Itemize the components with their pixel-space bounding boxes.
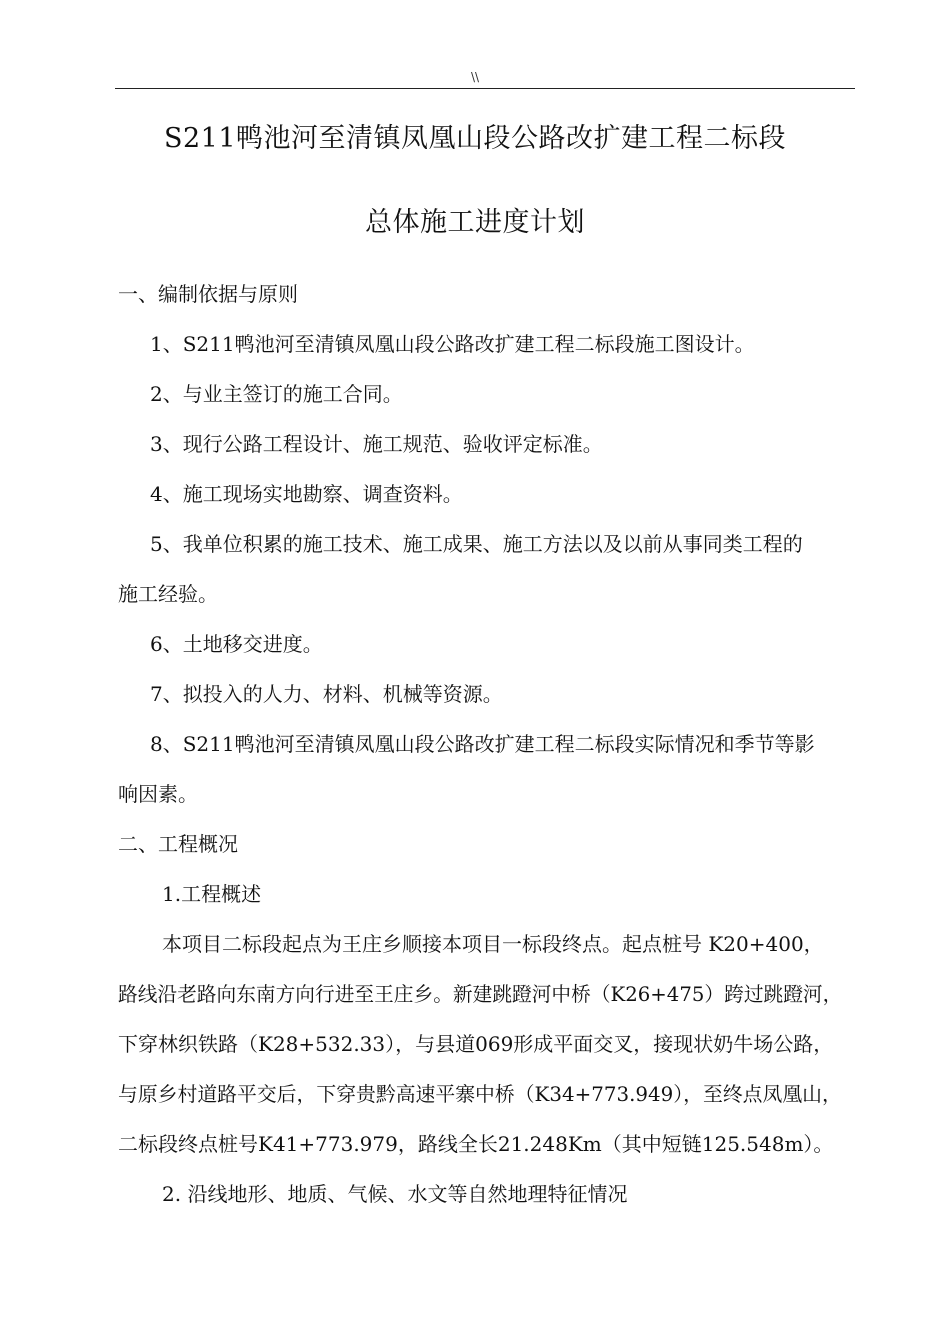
paragraph-line: 二标段终点桩号K41+773.979，路线全长21.248Km（其中短链125.548m）。 [118, 1132, 834, 1156]
subsection-heading: 2. 沿线地形、地质、气候、水文等自然地理特征情况 [162, 1182, 628, 1206]
list-item: 1、S211鸭池河至清镇凤凰山段公路改扩建工程二标段施工图设计。 [150, 332, 755, 356]
header-rule [115, 88, 855, 89]
list-item: 7、拟投入的人力、材料、机械等资源。 [150, 682, 503, 706]
section-heading-basis: 一、编制依据与原则 [118, 282, 298, 306]
list-item-continuation: 施工经验。 [118, 582, 218, 606]
subsection-heading: 1.工程概述 [162, 882, 262, 906]
section-heading-overview: 二、工程概况 [118, 832, 238, 856]
document-title: S211鸭池河至清镇凤凰山段公路改扩建工程二标段 [163, 123, 787, 154]
list-item: 4、施工现场实地勘察、调查资料。 [150, 482, 463, 506]
list-item-continuation: 响因素。 [118, 782, 198, 806]
paragraph-line: 本项目二标段起点为王庄乡顺接本项目一标段终点。起点桩号 K20+400， [162, 932, 824, 956]
paragraph-line: 下穿林织铁路（K28+532.33），与县道069形成平面交叉，接现状奶牛场公路， [118, 1032, 834, 1056]
paragraph-line: 与原乡村道路平交后，下穿贵黔高速平寨中桥（K34+773.949），至终点凤凰山， [118, 1082, 842, 1106]
list-item: 5、我单位积累的施工技术、施工成果、施工方法以及以前从事同类工程的 [150, 532, 803, 556]
list-item: 3、现行公路工程设计、施工规范、验收评定标准。 [150, 432, 603, 456]
document-subtitle: 总体施工进度计划 [365, 207, 585, 238]
list-item: 8、S211鸭池河至清镇凤凰山段公路改扩建工程二标段实际情况和季节等影 [150, 732, 815, 756]
list-item: 2、与业主签订的施工合同。 [150, 382, 403, 406]
list-item: 6、土地移交进度。 [150, 632, 323, 656]
paragraph-line: 路线沿老路向东南方向行进至王庄乡。新建跳蹬河中桥（K26+475）跨过跳蹬河， [118, 982, 843, 1006]
header-mark: \\ [470, 70, 480, 84]
